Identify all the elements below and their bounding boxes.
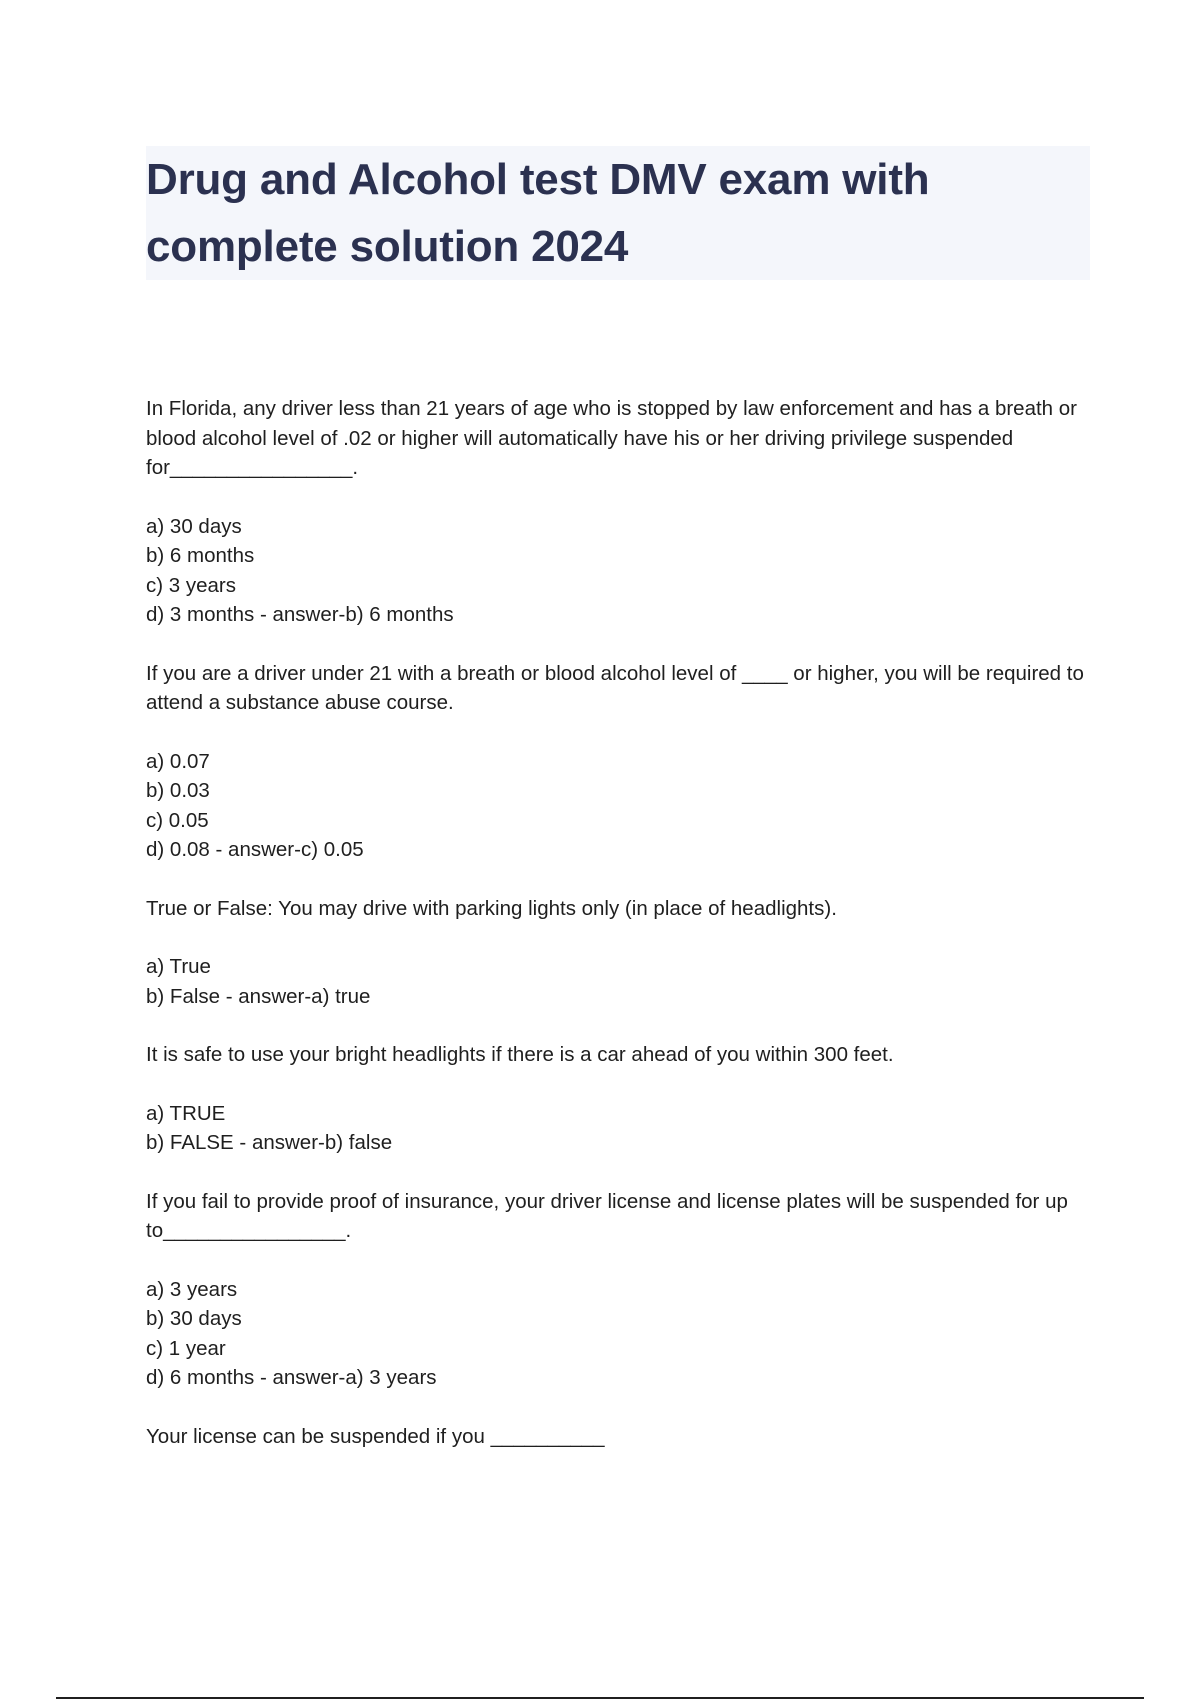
question-3-options [146, 952, 1096, 1011]
question-2-option-d: d) 0.08 - answer-c) 0.05 [146, 838, 364, 861]
document-title: Drug and Alcohol test DMV exam with complete solution 2024 [146, 155, 930, 271]
question-5-option-d: d) 6 months - answer-a) 3 years [146, 1366, 437, 1389]
question-3-option-b: b) False - answer-a) true [146, 984, 371, 1008]
question-2-prompt: If you are a driver under 21 with a breath or blood alcohol level of ____ or higher, you will be required to attend a substance abuse course. [146, 661, 1084, 714]
question-1-option-d: d) 3 months - answer-b) 6 months [146, 603, 454, 626]
question-2-option-b: b) 0.03 [146, 779, 210, 802]
question-1-option-c: c) 3 years [146, 573, 236, 597]
question-4-prompt: It is safe to use your bright headlights if there is a car ahead of you within 300 feet. [146, 1043, 894, 1066]
question-4-option-b: b) FALSE - answer-b) false [146, 1131, 393, 1154]
question-2-options [146, 747, 1096, 865]
question-list [146, 394, 1096, 1451]
question-5-options [146, 1275, 1096, 1393]
question-1-options [146, 512, 1096, 630]
title-banner [146, 146, 1090, 280]
question-5-option-c: c) 1 year [146, 1336, 226, 1360]
question-1-option-b: b) 6 months [146, 544, 255, 567]
question-4-option-a: a) TRUE [146, 1101, 226, 1125]
question-3-option-a: a) True [146, 955, 211, 978]
question-5-option-b: b) 30 days [146, 1307, 242, 1330]
question-2-option-a: a) 0.07 [146, 749, 210, 773]
question-6-prompt: Your license can be suspended if you __________ [146, 1424, 605, 1448]
question-1-option-a: a) 30 days [146, 514, 242, 538]
question-5-prompt: If you fail to provide proof of insurance, your driver license and license plates will be suspended for up to________________. [146, 1189, 1068, 1242]
question-3-prompt: True or False: You may drive with parking lights only (in place of headlights). [146, 896, 837, 920]
question-1-prompt: In Florida, any driver less than 21 years of age who is stopped by law enforcement and has a breath or blood alcohol level of .02 or higher will automatically have his or her driving privilege suspended for________________. [146, 397, 1077, 479]
question-2-option-c: c) 0.05 [146, 808, 209, 832]
page-bottom-rule [56, 1697, 1144, 1699]
question-4-options [146, 1099, 1096, 1158]
question-5-option-a: a) 3 years [146, 1277, 238, 1301]
